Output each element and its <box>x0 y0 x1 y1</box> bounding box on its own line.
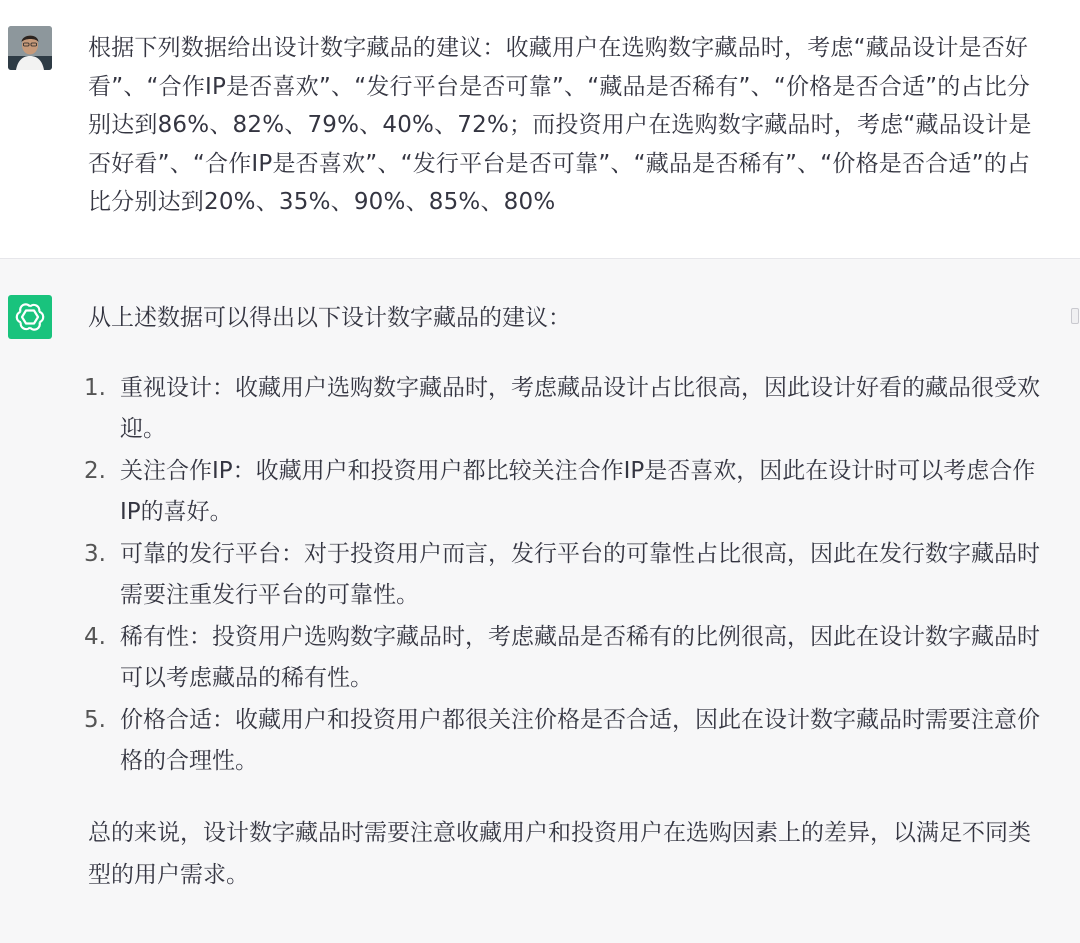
list-item-text: 稀有性：投资用户选购数字藏品时，考虑藏品是否稀有的比例很高，因此在设计数字藏品时可以考虑藏品的稀有性。 <box>120 624 1040 691</box>
list-item <box>84 534 1049 616</box>
user-message-block <box>0 0 1080 259</box>
list-item-text: 关注合作IP：收藏用户和投资用户都比较关注合作IP是否喜欢，因此在设计时可以考虑合作IP的喜好。 <box>120 458 1036 525</box>
list-item <box>84 451 1049 533</box>
list-item <box>84 368 1049 450</box>
user-avatar-icon <box>8 26 52 70</box>
assistant-summary-text: 总的来说，设计数字藏品时需要注意收藏用户和投资用户在选购因素上的差异，以满足不同类型的用户需求。 <box>88 820 1031 888</box>
assistant-intro-text: 从上述数据可以得出以下设计数字藏品的建议： <box>88 305 571 331</box>
list-item-text: 价格合适：收藏用户和投资用户都很关注价格是否合适，因此在设计数字藏品时需要注意价格的合理性。 <box>120 707 1040 774</box>
copy-icon[interactable] <box>1071 308 1079 324</box>
suggestion-list <box>84 368 1049 783</box>
list-item-number: 5. <box>84 707 106 733</box>
list-item-number: 1. <box>84 375 106 401</box>
user-message-text: 根据下列数据给出设计数字藏品的建议：收藏用户在选购数字藏品时，考虑“藏品设计是否好看”、“合作IP是否喜欢”、“发行平台是否可靠”、“藏品是否稀有”、“价格是否合适”的占比分别达到86%、82%、79%、40%、72%；而投资用户在选购数字藏品时，考虑“藏品设计是否好看”、“合作IP是否喜欢”、“发行平台是否可靠”、“藏品是否稀有”、“价格是否合适”的占比分别达到20%、35%、90%、85%、80% <box>88 35 1032 215</box>
list-item <box>84 700 1049 782</box>
list-item <box>84 617 1049 699</box>
list-item-text: 重视设计：收藏用户选购数字藏品时，考虑藏品设计占比很高，因此设计好看的藏品很受欢迎。 <box>120 375 1040 442</box>
list-item-number: 4. <box>84 624 106 650</box>
list-item-number: 2. <box>84 458 106 484</box>
list-item-text: 可靠的发行平台：对于投资用户而言，发行平台的可靠性占比很高，因此在发行数字藏品时需要注重发行平台的可靠性。 <box>120 541 1040 608</box>
chatgpt-logo-icon <box>8 295 52 339</box>
list-item-number: 3. <box>84 541 106 567</box>
